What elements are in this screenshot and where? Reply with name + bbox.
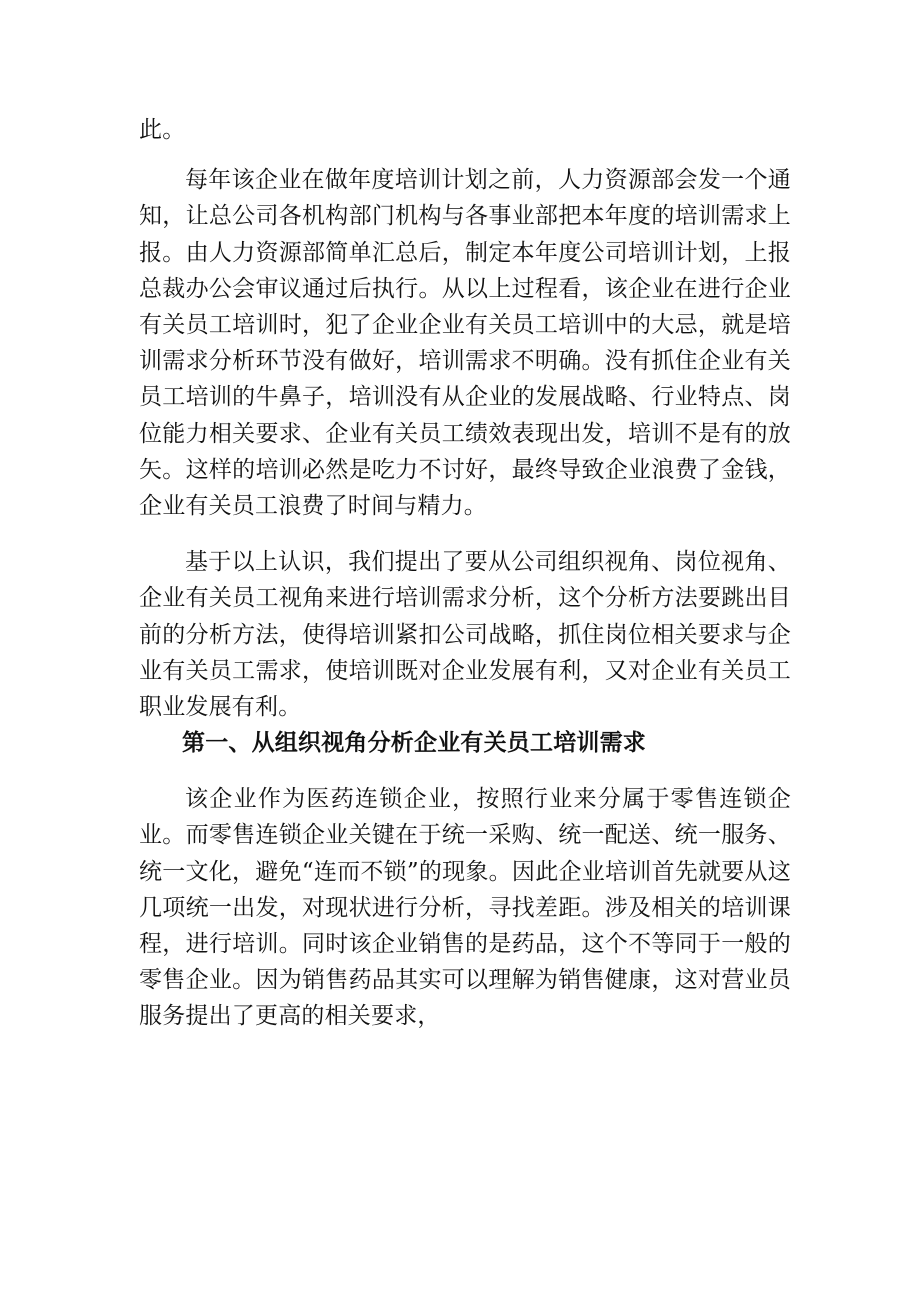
paragraph-analysis-approach: 基于以上认识，我们提出了要从公司组织视角、岗位视角、企业有关员工视角来进行培训需求分析，这个分析方法要跳出目前的分析方法，使得培训紧扣公司战略，抓住岗位相关要求与企业有关员工需求，使培训既对企业发展有利，又对企业有关员工职业发展有利。 xyxy=(139,549,791,721)
section-heading-organization: 第一、从组织视角分析企业有关员工培训需求 xyxy=(182,730,646,757)
paragraph-continuation: 此。 xyxy=(139,117,186,143)
paragraph-organization-analysis: 该企业作为医药连锁企业，按照行业来分属于零售连锁企业。而零售连锁企业关键在于统一采购、统一配送、统一服务、统一文化，避免“连而不锁”的现象。因此企业培训首先就要从这几项统一出发，对现状进行分析，寻找差距。涉及相关的培训课程，进行培训。同时该企业销售的是药品，这个不等同于一般的零售企业。因为销售药品其实可以理解为销售健康，这对营业员服务提出了更高的相关要求， xyxy=(139,786,791,1030)
document-body xyxy=(139,112,791,1035)
paragraph-training-plan: 每年该企业在做年度培训计划之前，人力资源部会发一个通知，让总公司各机构部门机构与各事业部把本年度的培训需求上报。由人力资源部简单汇总后，制定本年度公司培训计划，上报总裁办公会审议通过后执行。从以上过程看，该企业在进行企业有关员工培训时，犯了企业企业有关员工培训中的大忌，就是培训需求分析环节没有做好，培训需求不明确。没有抓住企业有关员工培训的牛鼻子，培训没有从企业的发展战略、行业特点、岗位能力相关要求、企业有关员工绩效表现出发，培训不是有的放矢。这样的培训必然是吃力不讨好，最终导致企业浪费了金钱，企业有关员工浪费了时间与精力。 xyxy=(139,167,791,520)
